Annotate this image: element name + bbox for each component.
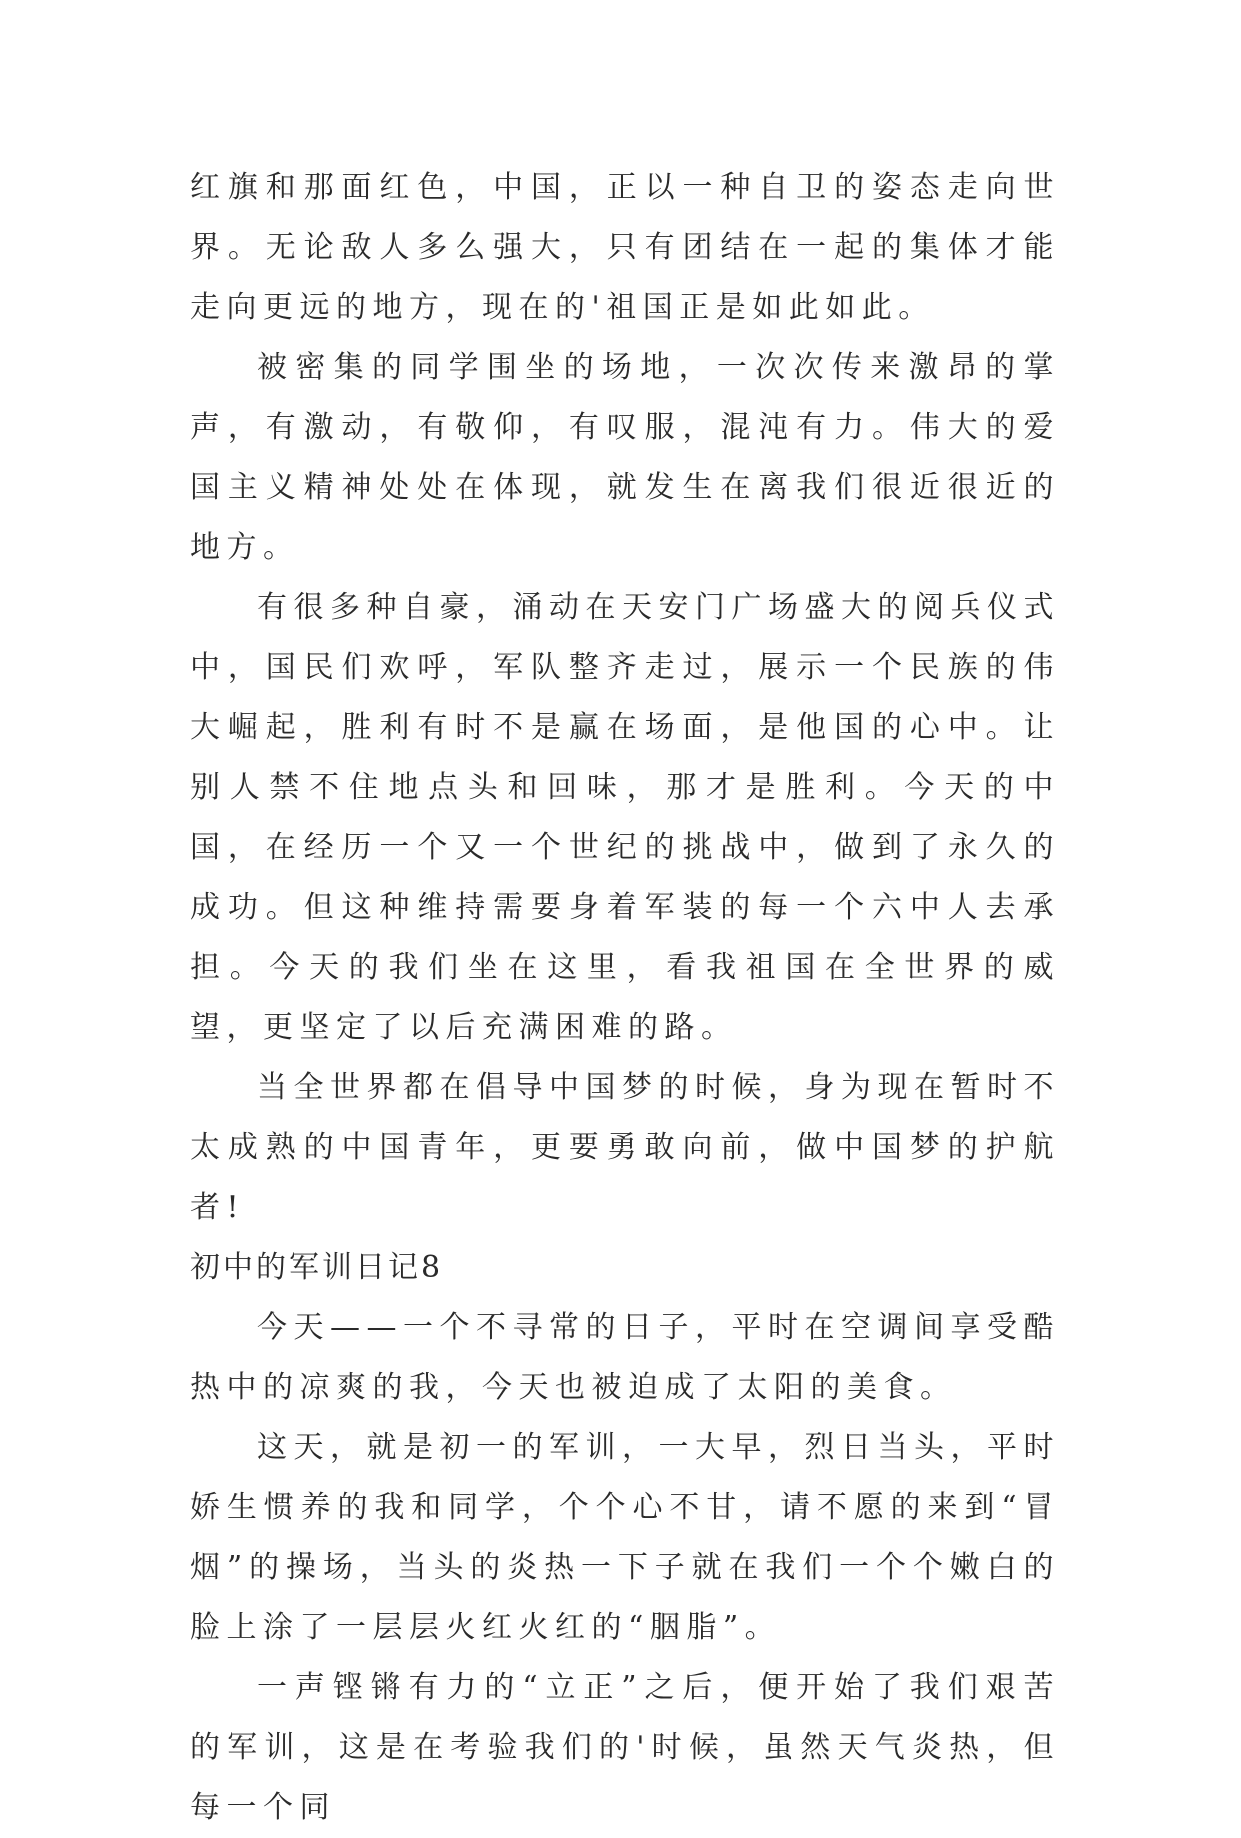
paragraph-3: 有很多种自豪，涌动在天安门广场盛大的阅兵仪式中，国民们欢呼，军队整齐走过，展示一个民族的伟大崛起，胜利有时不是赢在场面，是他国的心中。让别人禁不住地点头和回味，那才是胜利。今天的中国，在经历一个又一个世纪的挑战中，做到了永久的成功。但这种维持需要身着军装的每一个六中人去承担。今天的我们坐在这里，看我祖国在全世界的威望，更坚定了以后充满困难的路。	[190, 590, 1060, 1045]
paragraph-5: 今天——一个不寻常的日子，平时在空调间享受酷热中的凉爽的我，今天也被迫成了太阳的美食。	[190, 1310, 1060, 1405]
paragraph-1: 红旗和那面红色，中国，正以一种自卫的姿态走向世界。无论敌人多么强大，只有团结在一起的集体才能走向更远的地方，现在的'祖国正是如此如此。	[190, 170, 1060, 325]
paragraph-2: 被密集的同学围坐的场地，一次次传来激昂的掌声，有激动，有敬仰，有叹服，混沌有力。伟大的爱国主义精神处处在体现，就发生在离我们很近很近的地方。	[190, 350, 1060, 565]
paragraph-7: 一声铿锵有力的“立正”之后，便开始了我们艰苦的军训，这是在考验我们的'时候，虽然天气炎热，但每一个同	[190, 1670, 1060, 1825]
paragraph-6: 这天，就是初一的军训，一大早，烈日当头，平时娇生惯养的我和同学，个个心不甘，请不愿的来到“冒烟”的操场，当头的炎热一下子就在我们一个个嫩白的脸上涂了一层层火红火红的“胭脂”。	[190, 1430, 1060, 1645]
paragraph-4: 当全世界都在倡导中国梦的时候，身为现在暂时不太成熟的中国青年，更要勇敢向前，做中国梦的护航者!	[190, 1070, 1060, 1225]
document-body	[190, 158, 1060, 1838]
section-heading: 初中的军训日记8	[190, 1250, 444, 1285]
